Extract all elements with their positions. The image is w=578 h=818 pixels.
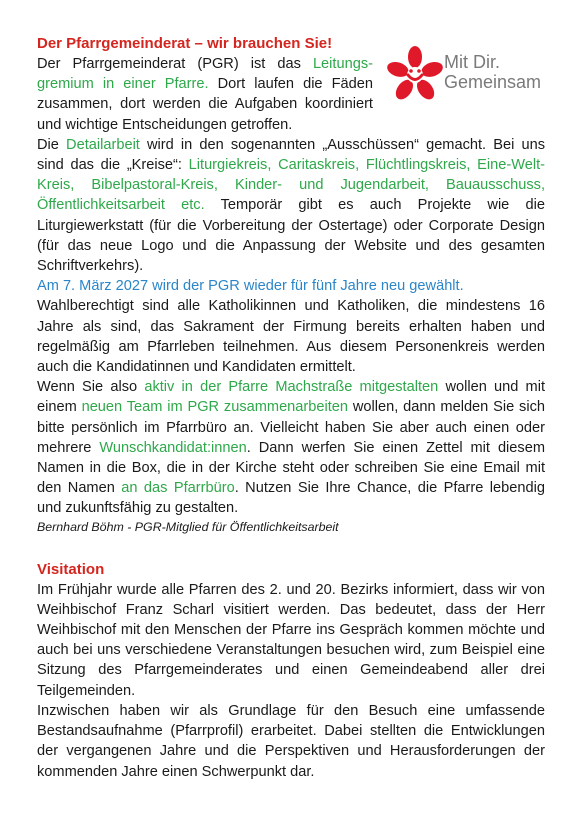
section-2-title: Visitation <box>37 560 105 578</box>
logo-line-2: Gemeinsam <box>444 72 542 92</box>
text-segment: wollen und mit einem <box>37 379 546 416</box>
text-segment: wird in den sogenannten „Ausschüssen“ gemacht. Bei uns sind das die „Kreise“: <box>37 136 545 174</box>
section-1-title: Der Pfarrgemeinderat – wir brauchen Sie! <box>37 35 333 52</box>
section-1-paragraph-3: Wahlberechtigt sind alle Katholikinnen und Katholiken, die mindestens 16 Jahre als sind, das Sakrament der Firmung bereits erhalten haben und regelmäßig am Pfarrleben teilnehmen. Aus diesem Personenkreis werden auch die Kandidatinnen und Kandidaten ermittelt. <box>37 298 545 376</box>
text-segment: . Dann werfen Sie einen Zettel mit diesem Namen in die Box, die in der Kirche steht oder schreiben Sie eine Email mit den Namen <box>37 439 545 497</box>
text-segment: Der Pfarrgemeinderat (PGR) ist das <box>37 56 313 72</box>
section-1-paragraph-4 <box>37 377 545 518</box>
highlight-text: Leitungsgremium in einer Pfarre. <box>37 56 373 93</box>
highlight-text: Liturgiekreis, Caritaskreis, Flüchtlingskreis, Eine-Welt-Kreis, Bibelpastoral-Kreis, Kinder- und Jugendarbeit, Bauausschuss, Öffentlichkeitsarbeit etc. <box>37 157 545 214</box>
text-segment: Temporär gibt es auch Projekte wie die Liturgiewerkstatt (für die Vorbereitung der Ostertage) oder Corporate Design (für das neue Logo und die Anpassung der Website und des gesamten Schriftverkehrs). <box>37 197 545 275</box>
election-announcement: Am 7. März 2027 wird der PGR wieder für fünf Jahre neu gewählt. <box>37 278 464 295</box>
highlight-text: Detailarbeit <box>66 136 140 153</box>
highlight-text: neuen Team im PGR zusammenarbeiten <box>81 399 349 416</box>
text-segment: Wenn Sie also <box>37 379 145 396</box>
article <box>37 34 545 782</box>
highlight-text: an das Pfarrbüro <box>121 480 235 497</box>
section-1-paragraph-1 <box>37 54 373 135</box>
text-segment: Dort laufen die Fäden zusammen, dort werden die Aufgaben koordiniert und wichtige Entscheidungen getroffen. <box>37 76 373 133</box>
text-segment: wollen, dann melden Sie sich bitte persönlich im Pfarrbüro an. Vielleicht haben Sie aber auch einen oder mehrere <box>37 399 545 456</box>
highlight-text: aktiv in der Pfarre Machstraße mitgestalten <box>144 379 439 396</box>
section-divider <box>37 546 545 560</box>
logo-line-1: Mit Dir. <box>444 52 500 72</box>
highlight-text: Wunschkandidat:innen <box>99 439 247 456</box>
text-segment: Die <box>37 136 67 153</box>
author-signature: Bernhard Böhm - PGR-Mitglied für Öffentlichkeitsarbeit <box>37 519 339 534</box>
text-segment: . Nutzen Sie Ihre Chance, die Pfarre lebendig und zukunftsfähig zu gestalten. <box>37 480 545 517</box>
section-2-paragraph-1: Im Frühjahr wurde alle Pfarren des 2. und 20. Bezirks informiert, dass wir von Weihbischof Franz Scharl visitiert werden. Das bedeutet, dass der Herr Weihbischof mit den Menschen der Pfarre ins Gespräch kommen möchte und auch bei uns verschiedene Veranstaltungen besuchen wird, zum Beispiel eine Sitzung des Pfarrgemeinderates und einen Gemeindeabend aller drei Teilgemeinden. <box>37 581 545 699</box>
section-1-paragraph-2 <box>37 135 545 276</box>
section-2-paragraph-2: Inzwischen haben wir als Grundlage für den Besuch eine umfassende Bestandsaufnahme (Pfarrprofil) erarbeitet. Dabei stellten die Entwicklungen der vergangenen Jahre und die Perspektiven und Herausforderungen der kommenden Jahre einen Schwerpunkt dar. <box>37 702 545 780</box>
